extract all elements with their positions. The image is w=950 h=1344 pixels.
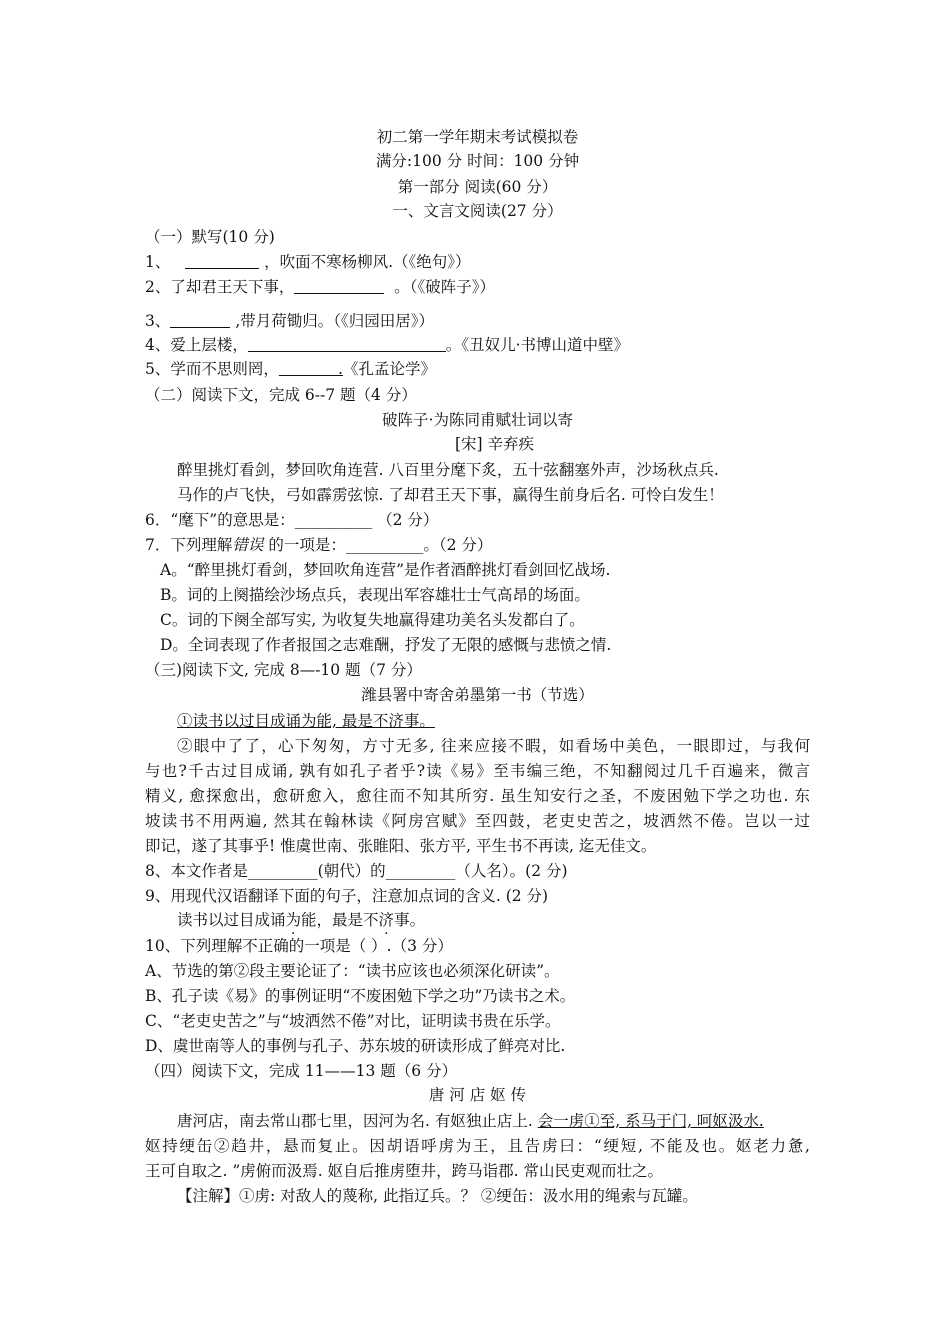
sub-heading-1: （一）默写(10 分): [145, 228, 275, 246]
poem-line: 马作的卢飞快，弓如霹雳弦惊. 了却君王天下事，赢得生前身后名. 可怜白发生！: [177, 486, 724, 504]
passage-line: 唐河店，南去常山郡七里，因河为名. 有妪独止店上. 会一虏①至, 系马于门, 呵妪汲水.: [177, 1112, 764, 1130]
answer-blank[interactable]: [170, 312, 230, 328]
answer-blank[interactable]: .: [278, 360, 343, 378]
question-8: 8、本文作者是_________(朝代）的_________（人名）。(2 分): [145, 862, 568, 880]
passage-line: 与也?千古过目成诵, 孰有如孔子者乎?读《易》至韦编三绝，不知翻阅过几千百遍来，微言: [145, 762, 810, 780]
translate-sentence: 读书以过目成诵为能，最是不济事。: [177, 911, 426, 929]
poem-title: 破阵子·为陈同甫赋壮词以寄: [382, 411, 573, 429]
part-heading: 第一部分 阅读(60 分）: [397, 178, 558, 196]
question-4: 4、爱上层楼， 。《丑奴儿·书博山道中壁》: [145, 336, 630, 354]
passage-paragraph-1: ①读书以过目成诵为能, 最是不济事。: [177, 712, 435, 730]
question-6: 6．“麾下”的意思是：__________ （2 分）: [145, 511, 439, 529]
question-7: 7．下列理解错误 的一项是：__________。（2 分）: [145, 536, 493, 554]
passage-line: 王可自取之. ”虏俯而汲焉. 妪自后推虏堕井，跨马诣郡. 常山民吏观而壮之。: [145, 1162, 663, 1180]
annotation-note: 【注解】①虏: 对敌人的蔑称, 此指辽兵。？ ②绠缶：汲水用的绳索与瓦罐。: [177, 1187, 698, 1205]
question-2: 2、了却君王天下事， 。（《破阵子》）: [145, 278, 495, 296]
option-b: B。词的上阕描绘沙场点兵，表现出军容雄壮士气高昂的场面。: [160, 586, 590, 604]
option-c: C。词的下阕全部写实, 为收复失地赢得建功美名头发都白了。: [160, 611, 585, 629]
option-a: A。“醉里挑灯看剑，梦回吹角连营”是作者酒醉挑灯看剑回忆战场.: [160, 561, 611, 579]
passage-line: 精义, 愈探愈出，愈研愈入，愈往而不知其所穷. 虽生知安行之圣，不废困勉下学之功也. 东: [145, 787, 810, 805]
answer-blank[interactable]: [294, 278, 384, 294]
passage-line: 妪持绠缶②趋井，悬而复止。因胡语呼虏为王，且告虏曰：“绠短, 不能及也。妪老力惫,: [145, 1137, 810, 1155]
passage-line: 坡读书不用两遍, 然其在翰林读《阿房宫赋》至四鼓，老吏史苦之，坡洒然不倦。岂以一过: [145, 812, 810, 830]
exam-title: 初二第一学年期末考试模拟卷: [376, 128, 579, 146]
option-d: D。全词表现了作者报国之志难酬，抒发了无限的感慨与悲愤之情.: [160, 636, 612, 654]
sub-heading-3: （三)阅读下文, 完成 8—-10 题（7 分）: [145, 661, 422, 679]
poem-line: 醉里挑灯看剑，梦回吹角连营. 八百里分麾下炙，五十弦翻塞外声，沙场秋点兵.: [177, 461, 719, 479]
option-b: B、孔子读《易》的事例证明“不废困勉下学之功”乃读书之术。: [145, 987, 576, 1005]
question-5: 5、学而不思则罔， .《孔孟论学》: [145, 360, 436, 378]
passage-title: 潍县署中寄舍弟墨第一书（节选）: [361, 686, 594, 704]
question-10: 10、下列理解不正确的一项是（ ）.（3 分）: [145, 937, 453, 955]
question-3: 3、 ,带月荷锄归。（《归园田居》）: [145, 312, 434, 330]
passage-line: ②眼中了了，心下匆匆，方寸无多, 往来应接不暇，如看场中美色，一眼即过，与我何: [177, 737, 810, 755]
answer-blank[interactable]: [248, 336, 446, 352]
score-time: 满分:100 分 时间：100 分钟: [375, 152, 580, 170]
poem-author: [宋] 辛弃疾: [455, 435, 535, 453]
question-9: 9、用现代汉语翻译下面的句子，注意加点词的含义. (2 分): [145, 887, 549, 905]
sub-heading-4: （四）阅读下文，完成 11——13 题（6 分）: [145, 1062, 458, 1080]
option-d: D、虞世南等人的事例与孔子、苏东坡的研读形成了鲜亮对比.: [145, 1037, 566, 1055]
option-c: C、“老吏史苦之”与“坡洒然不倦”对比，证明读书贵在乐学。: [145, 1012, 561, 1030]
sub-heading-2: （二）阅读下文，完成 6--7 题（4 分）: [145, 386, 417, 404]
section-heading: 一、文言文阅读(27 分）: [392, 202, 563, 220]
option-a: A、节选的第②段主要论证了：“读书应该也必须深化研读”。: [145, 962, 560, 980]
passage-title: 唐 河 店 妪 传: [428, 1086, 527, 1104]
answer-blank[interactable]: [185, 253, 259, 269]
passage-line: 即记，遂了其事乎! 惟虞世南、张睢阳、张方平, 平生书不再读, 迄无佳文。: [145, 837, 657, 855]
question-1: 1、 ，吹面不寒杨柳风.（《绝句》）: [145, 253, 471, 271]
